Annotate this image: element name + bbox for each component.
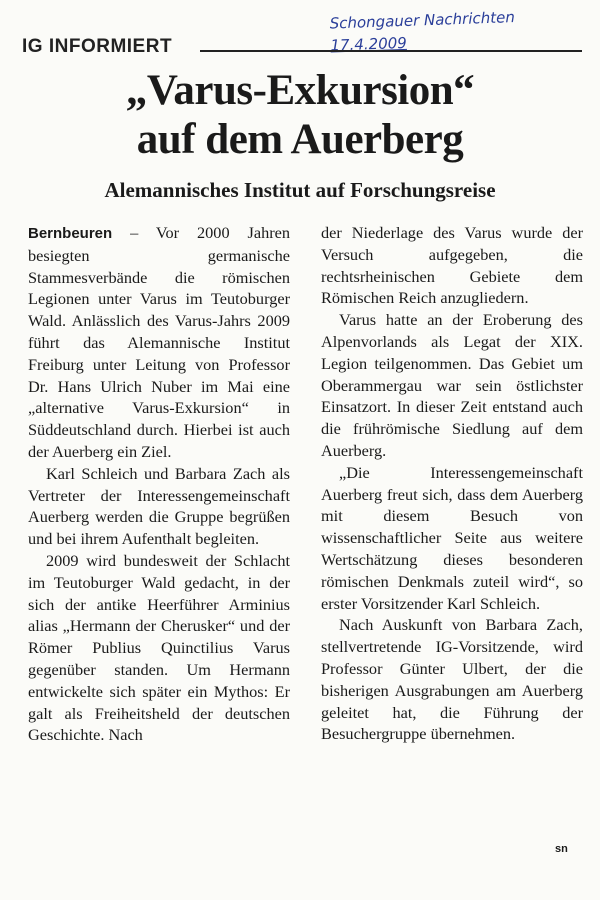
handwritten-annotation	[329, 3, 590, 56]
paragraph: Nach Auskunft von Barbara Zach, stellvertretende IG-Vorsitzende, wird Professor Günter Ulbert, der die bisherigen Ausgrabungen am Auerberg geleitet hat, die Führung der Besuchergruppe übernehmen.	[321, 615, 583, 744]
author-initials: sn	[555, 843, 568, 855]
paragraph-text: – Vor 2000 Jahren besiegten germanische Stammesverbände die römischen Legionen unter Varus im Teutoburger Wald. Anlässlich des Varus-Jahrs 2009 führt das Alemannische Institut Freiburg unter Leitung von Professor Dr. Hans Ulrich Nuber im Mai eine „alternative Varus-Exkursion“ in Süddeutschland durch. Hierbei ist auch der Auerberg ein Ziel.	[28, 223, 290, 461]
paragraph: 2009 wird bundesweit der Schlacht im Teutoburger Wald gedacht, in der sich der antike Heerführer Arminius alias „Hermann der Cherusker“ und der Römer Publius Quinctilius Varus gegenüber standen. Um Hermann entwickelte sich später ein Mythos: Er galt als Freiheitsheld der deutschen Geschichte. Nach	[28, 550, 290, 745]
annotation-date: 17.4.2009	[330, 33, 408, 55]
headline-line-2: auf dem Auerberg	[136, 116, 464, 163]
paragraph: Karl Schleich und Barbara Zach als Vertreter der Interessengemeinschaft Auerberg werden die Gruppe begrüßen und bei ihrem Aufenthalt begleiten.	[28, 463, 290, 549]
paragraph: Varus hatte an der Eroberung des Alpenvorlands als Legat der XIX. Legion teilgenommen. Das Gebiet um Oberammergau war sein östlichster Einsatzort. In dieser Zeit entstand auch die frührömische Siedlung auf dem Auerberg.	[321, 310, 583, 460]
article-column-2	[321, 222, 583, 746]
article-body	[28, 222, 583, 746]
headline-line-1: „Varus-Exkursion“	[125, 67, 475, 114]
paragraph: der Niederlage des Varus wurde der Versuch aufgegeben, die rechtsrheinischen Gebiete dem Römischen Reich anzugliedern.	[321, 223, 583, 308]
dateline: Bernbeuren	[28, 225, 113, 242]
article-column-1	[28, 222, 290, 746]
section-kicker: IG INFORMIERT	[22, 36, 173, 57]
kicker-rule	[200, 50, 582, 52]
paragraph: „Die Interessengemeinschaft Auerberg freut sich, dass dem Auerberg mit diesem Besuch von wissenschaftlicher Seite aus weitere Wertschätzung dieses besonderen römischen Denkmals zuteil wird“, so erster Vorsitzender Karl Schleich.	[321, 462, 583, 613]
headline	[0, 66, 600, 164]
annotation-source: Schongauer Nachrichten	[329, 8, 516, 33]
paragraph	[28, 222, 290, 463]
subheadline: Alemannisches Institut auf Forschungsreise	[104, 178, 496, 202]
